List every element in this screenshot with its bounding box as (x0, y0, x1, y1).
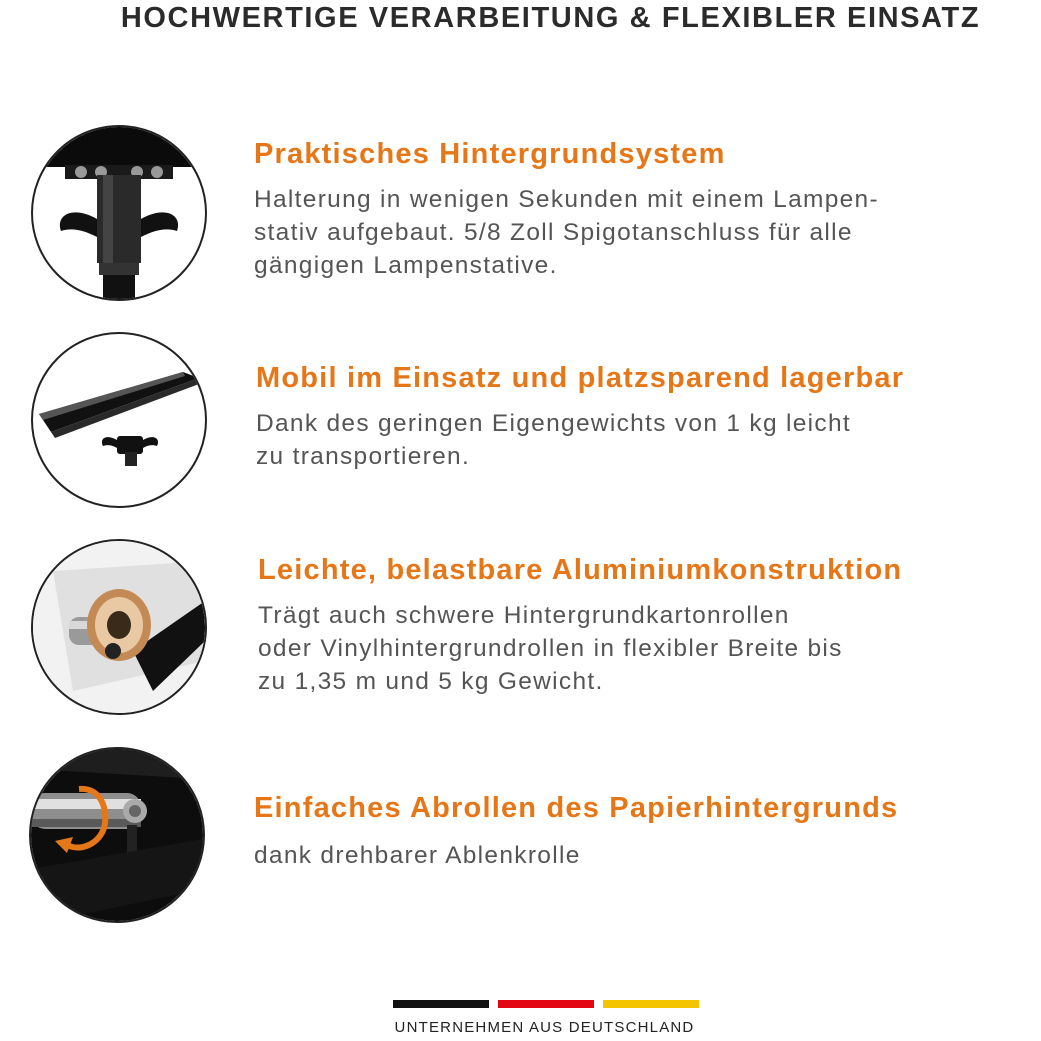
feature-description (254, 183, 984, 282)
description-line: zu transportieren. (256, 443, 471, 470)
feature-headline: Einfaches Abrollen des Papierhintergrunds (254, 792, 899, 824)
feature-description (254, 839, 984, 872)
footer-label: UNTERNEHMEN AUS DEUTSCHLAND (394, 1019, 695, 1036)
description-line: dank drehbarer Ablenkrolle (254, 842, 581, 869)
description-line: Trägt auch schwere Hintergrundkartonrollen (258, 602, 790, 629)
description-line: stativ aufgebaut. 5/8 Zoll Spigotanschluss für alle (254, 219, 853, 246)
lamp-stand-spigot-image (31, 125, 207, 301)
feature-headline: Leichte, belastbare Aluminiumkonstruktion (258, 554, 903, 586)
description-line: Halterung in wenigen Sekunden mit einem Lampen- (254, 186, 879, 213)
feature-description (258, 599, 988, 698)
feature-description (256, 407, 986, 473)
flag-stripe-red (498, 1000, 594, 1008)
holder-rail-image (31, 332, 207, 508)
description-line: oder Vinylhintergrundrollen in flexibler Breite bis (258, 635, 843, 662)
description-line: gängigen Lampenstative. (254, 252, 558, 279)
description-line: Dank des geringen Eigengewichts von 1 kg leicht (256, 410, 851, 437)
feature-headline: Praktisches Hintergrundsystem (254, 138, 726, 170)
description-line: zu 1,35 m und 5 kg Gewicht. (258, 668, 604, 695)
rotating-roller-image (29, 747, 205, 923)
feature-headline: Mobil im Einsatz und platzsparend lagerbar (256, 362, 905, 394)
page-title: HOCHWERTIGE VERARBEITUNG & FLEXIBLER EINSATZ (120, 2, 981, 34)
paper-roll-image (31, 539, 207, 715)
flag-stripe-black (393, 1000, 489, 1008)
flag-stripe-gold (603, 1000, 699, 1008)
